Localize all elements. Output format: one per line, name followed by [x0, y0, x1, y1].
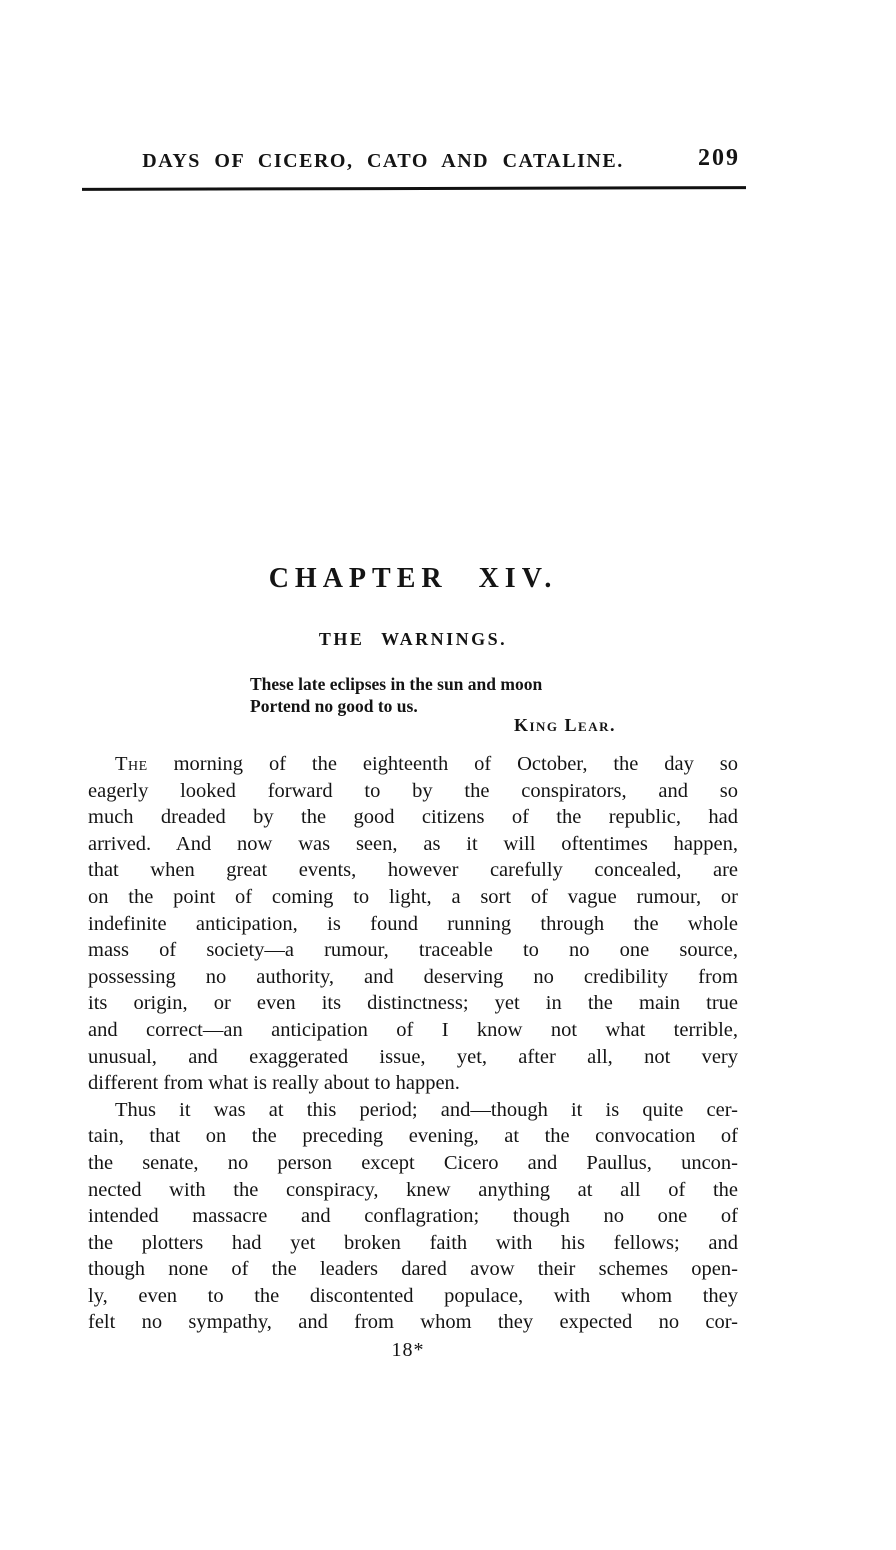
- text-line: tain, that on the preceding evening, at the convocation of: [88, 1125, 738, 1148]
- text-line: much dreaded by the good citizens of the republic, had: [88, 806, 738, 829]
- text-line: indefinite anticipation, is found running through the whole: [88, 912, 738, 935]
- signature-mark: 18*: [391, 1339, 425, 1361]
- text-line: that when great events, however carefully concealed, are: [88, 859, 738, 882]
- text-line: its origin, or even its distinctness; yet in the main true: [88, 992, 738, 1015]
- running-header: [84, 145, 742, 180]
- epigraph-line: Portend no good to us.: [250, 695, 418, 716]
- text-line: arrived. And now was seen, as it will oftentimes happen,: [88, 832, 738, 855]
- epigraph-attribution: King Lear.: [513, 715, 616, 735]
- text-line: ly, even to the discontented populace, with whom they: [88, 1284, 738, 1307]
- text-line: different from what is really about to happen.: [88, 1072, 460, 1095]
- text-line: and correct—an anticipation of I know not what terrible,: [88, 1018, 738, 1041]
- text-line: on the point of coming to light, a sort of vague rumour, or: [88, 885, 738, 908]
- text-line: felt no sympathy, and from whom they expected no cor-: [88, 1311, 738, 1334]
- body-text: [88, 753, 738, 1338]
- chapter-subtitle: THE WARNINGS.: [318, 629, 508, 649]
- text-line: though none of the leaders dared avow their schemes open-: [88, 1258, 738, 1281]
- page-number: 209: [698, 145, 740, 171]
- text-line: the plotters had yet broken faith with his fellows; and: [88, 1231, 738, 1254]
- text-line: intended massacre and conflagration; though no one of: [88, 1205, 738, 1228]
- text-line: possessing no authority, and deserving no credibility from: [88, 965, 738, 988]
- paragraph: [88, 753, 738, 1099]
- header-rule: [82, 186, 746, 191]
- running-header-title: DAYS OF CICERO, CATO AND CATALINE.: [142, 150, 624, 172]
- paragraph: [88, 1099, 738, 1338]
- epigraph: [250, 674, 616, 737]
- small-caps-lead: The: [115, 753, 148, 775]
- text-line: nected with the conspiracy, knew anything at all of the: [88, 1178, 738, 1201]
- text-line: eagerly looked forward to by the conspirators, and so: [88, 779, 738, 802]
- epigraph-line: These late eclipses in the sun and moon: [250, 674, 543, 694]
- text-line: the senate, no person except Cicero and Paullus, uncon-: [88, 1151, 738, 1174]
- text-line: Thus it was at this period; and—though it is quite cer-: [115, 1098, 738, 1121]
- chapter-heading: CHAPTER XIV.: [268, 563, 558, 594]
- text-line: unusual, and exaggerated issue, yet, after all, not very: [88, 1045, 738, 1068]
- text-line: The morning of the eighteenth of October, the day so: [115, 753, 738, 775]
- text-line: mass of society—a rumour, traceable to no one source,: [88, 939, 738, 962]
